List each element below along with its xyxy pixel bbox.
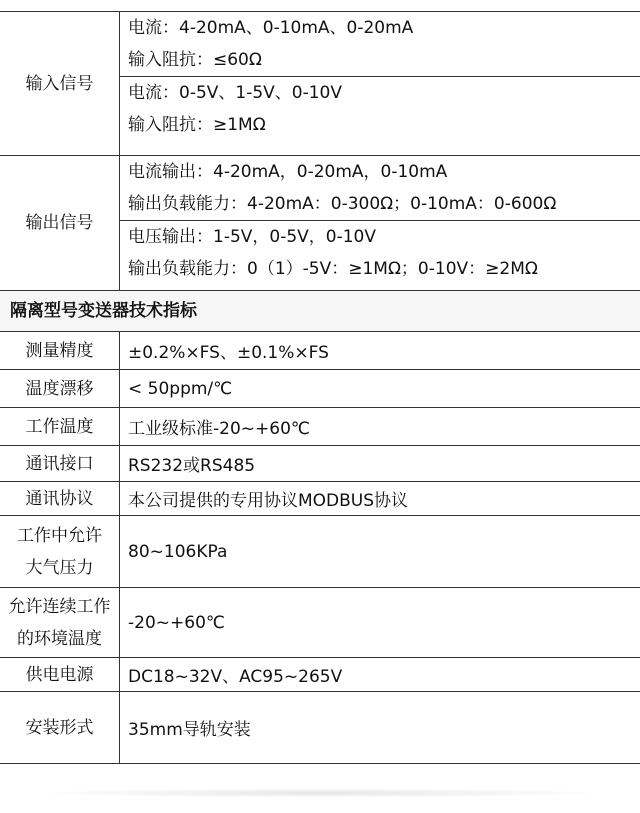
spec-label [0,588,120,657]
input-voltage-range: 电流：0-5V、1-5V、0-10V [128,83,343,103]
spec-row-temp-drift [0,370,640,408]
section-title: 隔离型号变送器技术指标 [0,290,640,332]
spec-label: 通讯接口 [0,446,120,481]
spec-label: 通讯协议 [0,482,120,515]
top-border [0,0,640,12]
output-current-range: 电流输出：4-20mA，0-20mA，0-10mA [128,162,448,182]
spec-label: 温度漂移 [0,370,120,407]
spec-label-line: 允许连续工作 [8,596,111,617]
spec-row-accuracy [0,332,640,370]
spec-value: 工业级标准-20~+60℃ [128,419,310,439]
spec-value: DC18~32V、AC95~265V [128,667,343,687]
spec-value: 本公司提供的专用协议MODBUS协议 [128,491,409,511]
spec-row-ambient-temp [0,588,640,658]
output-voltage-load: 输出负载能力：0（1）-5V：≥1MΩ；0-10V：≥2MΩ [128,259,538,279]
spec-value: RS232或RS485 [128,456,256,476]
spec-label: 工作温度 [0,408,120,445]
bottom-shadow [30,788,610,798]
spec-row-comm-protocol [0,482,640,516]
output-signal-row [0,156,640,290]
spec-value: -20~+60℃ [128,612,225,633]
spec-row-comm-interface [0,446,640,482]
spec-label: 安装形式 [0,692,120,763]
spec-row-working-temp [0,408,640,446]
input-signal-row [0,12,640,156]
spec-label-line: 工作中允许 [17,525,102,546]
input-voltage-impedance: 输入阻抗：≥1MΩ [128,115,266,135]
spec-label: 测量精度 [0,332,120,369]
output-current-load: 输出负载能力：4-20mA：0-300Ω；0-10mA：0-600Ω [120,188,640,221]
input-current-impedance: 输入阻抗：≤60Ω [120,44,640,77]
spec-row-air-pressure [0,516,640,588]
spec-value: 80~106KPa [128,541,228,562]
spec-value: 35mm导轨安装 [128,720,251,740]
spec-value: ±0.2%×FS、±0.1%×FS [128,343,329,363]
output-signal-label: 输出信号 [0,156,120,290]
spec-label [0,516,120,587]
output-voltage-range: 电压输出：1-5V，0-5V，0-10V [128,227,377,247]
input-current-range: 电流：4-20mA、0-10mA、0-20mA [128,18,414,38]
spec-label: 供电电源 [0,658,120,691]
spec-label-line: 的环境温度 [17,628,102,649]
input-signal-label: 输入信号 [0,12,120,155]
spec-row-mounting [0,692,640,764]
spec-label-line: 大气压力 [25,557,94,578]
spec-row-power-supply [0,658,640,692]
spec-value: < 50ppm/℃ [128,378,233,399]
